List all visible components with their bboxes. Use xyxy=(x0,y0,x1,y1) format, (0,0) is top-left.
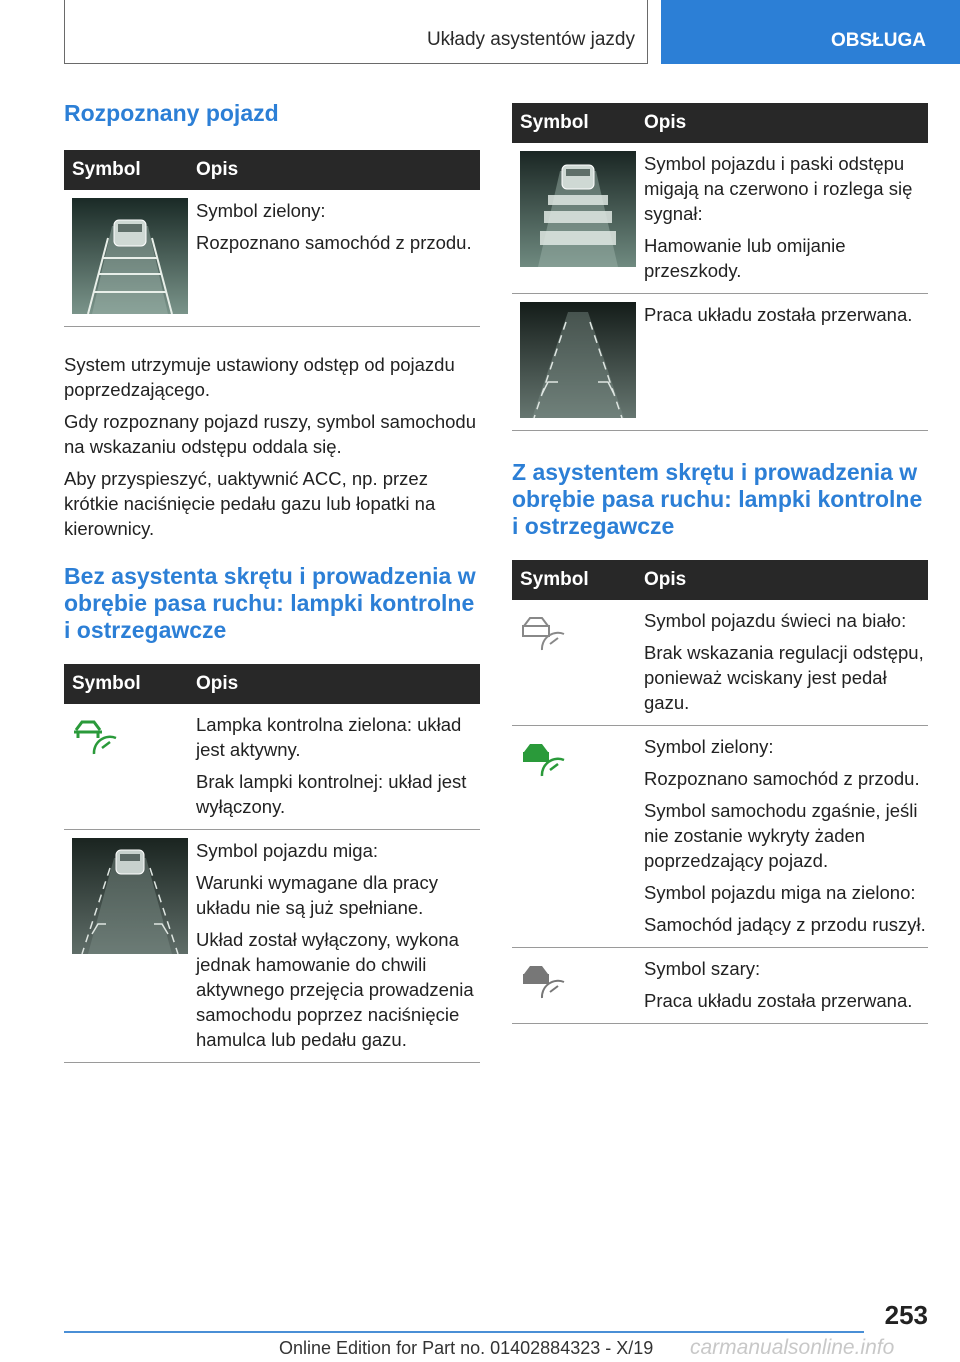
table-row xyxy=(512,948,928,1024)
paragraph: Aby przyspieszyć, uaktywnić ACC, np. przez krótkie naciśnięcie pedału gazu lub łopatki na kierownicy. xyxy=(64,468,436,539)
left-column xyxy=(64,100,480,1063)
desc-line: Rozpoznano samochód z przodu. xyxy=(644,768,920,789)
desc-line: Warunki wymagane dla pracy układu nie są już spełniane. xyxy=(196,872,438,918)
page-number: 253 xyxy=(884,1300,928,1330)
car-ahead-green-display-icon xyxy=(72,198,188,314)
desc-line: Lampka kontrolna zielona: układ jest aktywny. xyxy=(196,714,462,760)
row-description xyxy=(636,294,928,430)
desc-line: Praca układu została przerwana. xyxy=(644,990,913,1011)
watermark: carmanualsonline.info xyxy=(690,1336,895,1359)
steering-car-green-icon xyxy=(520,738,568,778)
desc-line: Symbol zielony: xyxy=(644,736,774,757)
desc-line: Brak lampki kontrolnej: układ jest wyłączony. xyxy=(196,771,467,817)
paragraph: Gdy rozpoznany pojazd ruszy, symbol samochodu na wskazaniu odstępu oddala się. xyxy=(64,411,476,457)
row-description xyxy=(636,726,928,947)
col-symbol: Symbol xyxy=(72,159,141,180)
table-row xyxy=(512,726,928,948)
col-symbol: Symbol xyxy=(520,112,589,133)
row-description xyxy=(636,600,928,725)
table-header xyxy=(64,664,480,704)
heading-recognized-vehicle: Rozpoznany pojazd xyxy=(64,100,279,126)
steering-car-white-icon xyxy=(520,612,568,652)
car-red-warning-display-icon xyxy=(520,151,636,267)
table-row xyxy=(64,830,480,1063)
chapter-tab-label: OBSŁUGA xyxy=(831,30,926,51)
footer-divider xyxy=(64,1331,864,1333)
section-title: Układy asystentów jazdy xyxy=(426,29,635,50)
desc-line: Symbol samochodu zgaśnie, jeśli nie zostanie wykryty żaden poprzedzający pojazd. xyxy=(644,800,918,871)
running-header-section xyxy=(64,0,648,64)
table-header xyxy=(512,560,928,600)
desc-line: Rozpoznano samochód z przodu. xyxy=(196,232,472,253)
chapter-tab[interactable] xyxy=(661,0,960,64)
edition-note: Online Edition for Part no. 01402884323 - X/19 xyxy=(279,1338,654,1358)
table-row xyxy=(64,190,480,327)
acc-car-green-icon xyxy=(72,716,120,756)
desc-line: Symbol szary: xyxy=(644,958,761,979)
steering-car-grey-icon xyxy=(520,960,568,1000)
desc-line: Samochód jadący z przodu ruszył. xyxy=(644,914,926,935)
col-description: Opis xyxy=(644,112,687,133)
symbol-table-recognized xyxy=(64,150,480,327)
col-description: Opis xyxy=(196,673,239,694)
desc-line: Symbol pojazdu miga na zielono: xyxy=(644,882,916,903)
col-symbol: Symbol xyxy=(72,673,141,694)
col-description: Opis xyxy=(196,159,239,180)
desc-line: Układ został wyłączony, wykona jednak hamowanie do chwili aktywnego przejęcia prowadzenia samochodu poprzez naciśnięcie hamulca lub pedału gazu. xyxy=(196,929,474,1050)
body-paragraphs xyxy=(64,352,480,541)
row-description xyxy=(188,190,480,326)
table-header xyxy=(64,150,480,190)
car-blinking-display-icon xyxy=(72,838,188,954)
row-description xyxy=(636,948,928,1023)
col-symbol: Symbol xyxy=(520,569,589,590)
symbol-table-warnings xyxy=(512,103,928,431)
desc-line: Symbol pojazdu i paski odstępu migają na czerwono i rozlega się sygnał: xyxy=(644,153,913,224)
desc-line: Praca układu została przerwana. xyxy=(644,304,913,325)
table-row xyxy=(512,143,928,294)
table-row xyxy=(64,704,480,830)
desc-line: Symbol zielony: xyxy=(196,200,326,221)
table-header xyxy=(512,103,928,143)
row-description xyxy=(188,704,480,829)
lane-interrupted-display-icon xyxy=(520,302,636,418)
symbol-table-with-assistant xyxy=(512,560,928,1024)
desc-line: Symbol pojazdu świeci na biało: xyxy=(644,610,907,631)
symbol-table-without-assistant xyxy=(64,664,480,1063)
paragraph: System utrzymuje ustawiony odstęp od pojazdu poprzedzającego. xyxy=(64,354,455,400)
heading-with-steering-assistant: Z asystentem skrętu i prowadzenia w obrębie pasa ruchu: lampki kontrolne i ostrzegawcze xyxy=(512,459,923,539)
right-column xyxy=(512,103,928,1024)
table-row xyxy=(512,600,928,726)
table-row xyxy=(512,294,928,431)
desc-line: Hamowanie lub omijanie przeszkody. xyxy=(644,235,846,281)
col-description: Opis xyxy=(644,569,687,590)
desc-line: Symbol pojazdu miga: xyxy=(196,840,379,861)
desc-line: Brak wskazania regulacji odstępu, ponieważ wciskany jest pedał gazu. xyxy=(644,642,924,713)
row-description xyxy=(636,143,928,293)
row-description xyxy=(188,830,480,1062)
heading-without-steering-assistant: Bez asystenta skrętu i prowadzenia w obrębie pasa ruchu: lampki kontrolne i ostrzegawcze xyxy=(64,563,476,643)
